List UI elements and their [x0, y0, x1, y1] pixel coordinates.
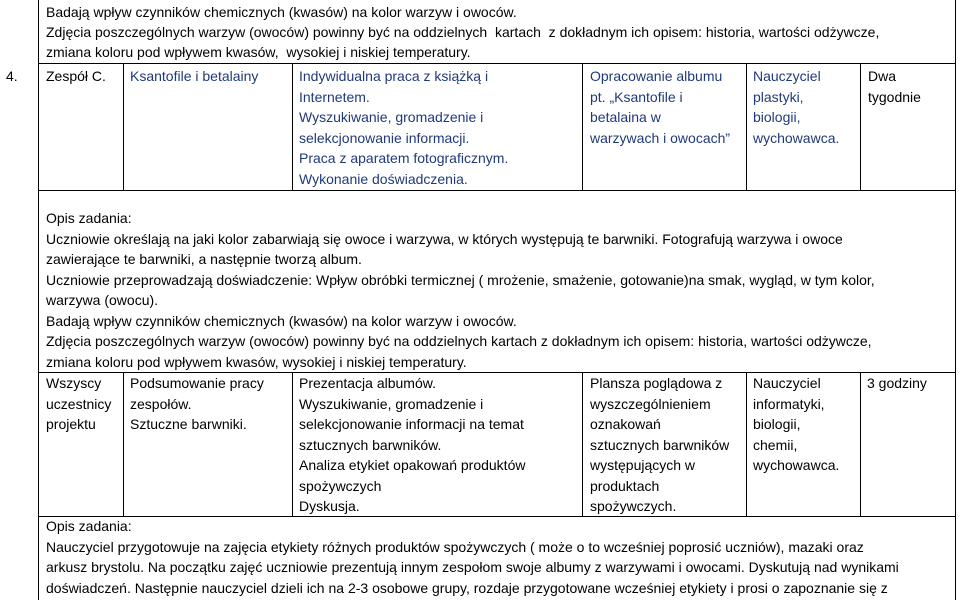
column-divider: [746, 63, 747, 191]
table-border-right: [955, 0, 956, 600]
row-divider: [38, 190, 956, 191]
topic-line: Podsumowanie pracy: [130, 375, 264, 391]
product-line: sztucznych barwników: [590, 436, 730, 453]
teachers-line: biologii,: [753, 109, 801, 125]
product-line: warzywach i owocach”: [590, 129, 731, 146]
methods-line: Wyszukiwanie, gromadzenie i: [299, 109, 484, 125]
task-line: warzywa (owocu).: [46, 292, 159, 308]
column-divider: [123, 372, 124, 517]
top-block-line: zmiana koloru pod wpływem kwasów, wysokiej i niskiej temperatury.: [46, 44, 471, 60]
teachers-cell: [753, 373, 839, 476]
column-divider: [582, 372, 583, 517]
teachers-line: chemii,: [753, 436, 798, 453]
column-divider: [860, 372, 861, 517]
methods-line: spożywczych: [299, 477, 382, 494]
product-line: Plansza poglądowa z: [590, 375, 723, 391]
group-line: Wszyscy: [46, 375, 102, 391]
product-line: pt. „Ksantofile i: [590, 88, 683, 105]
column-divider: [746, 372, 747, 517]
task-heading: Opis zadania:: [46, 518, 132, 534]
methods-line: Internetem.: [299, 88, 370, 105]
group-cell: [46, 373, 111, 435]
methods-line: selekcjonowanie informacji.: [299, 129, 470, 146]
task-description: [46, 516, 899, 598]
methods-line: sztucznych barwników.: [299, 436, 442, 453]
table-border-left: [38, 0, 39, 600]
task-line: Uczniowie określają na jaki kolor zabarwiają się owoce i warzywa, w których występują te barwniki. Fotografują warzywa i owoce: [46, 230, 843, 247]
teachers-line: Nauczyciel: [753, 68, 821, 84]
task-heading: Opis zadania:: [46, 210, 132, 226]
topic-cell: [130, 373, 264, 435]
topic-name: Ksantofile i betalainy: [130, 68, 259, 84]
teachers-line: wychowawca.: [753, 457, 840, 473]
column-divider: [292, 63, 293, 191]
task-line: Uczniowie przeprowadzają doświadczenie: Wpływ obróbki termicznej ( mrożenie, smażenie, gotowanie)na smak, wygląd, w tym kolor,: [46, 271, 875, 288]
product-line: oznakowań: [590, 416, 661, 432]
teachers-line: wychowawca.: [753, 129, 840, 146]
column-divider: [860, 63, 861, 191]
product-cell: [590, 66, 730, 148]
methods-cell: [299, 373, 525, 517]
methods-line: Analiza etykiet opakowań produktów: [299, 457, 526, 473]
product-line: produktach: [590, 477, 660, 494]
methods-line: selekcjonowanie informacji na temat: [299, 416, 524, 432]
column-divider: [123, 63, 124, 191]
row-divider: [38, 63, 956, 64]
task-line: doświadczeń. Następnie nauczyciel dzieli ich na 2-3 osobowe grupy, rozdaje przygotowane wcześniej etykiety i prosi o zapoznanie się z: [46, 579, 888, 596]
product-cell: [590, 373, 729, 517]
task-line: zawierające te barwniki, a następnie tworzą album.: [46, 251, 362, 267]
group-name: Zespół C.: [46, 68, 106, 84]
column-divider: [292, 372, 293, 517]
teachers-line: informatyki,: [753, 395, 825, 412]
task-line: arkusz brystolu. Na początku zajęć uczniowie prezentują innym zespołom swoje albumy z warzywami i owocami. Dyskutują nad wynikami: [46, 559, 899, 575]
top-block-line: Badają wpływ czynników chemicznych (kwasów) na kolor warzyw i owoców.: [46, 4, 517, 20]
task-line: Zdjęcia poszczególnych warzyw (owoców) powinny być na oddzielnych kartach z dokładnym ich opisem: historia, wartości odżywcze,: [46, 333, 872, 349]
top-block-line: Zdjęcia poszczególnych warzyw (owoców) powinny być na oddzielnych kartach z dokładnym ich opisem: historia, wartości odżywcze,: [46, 24, 880, 40]
teachers-cell: [753, 66, 839, 148]
group-line: uczestnicy: [46, 395, 112, 412]
methods-cell: [299, 66, 508, 189]
time-line: tygodnie: [868, 88, 921, 105]
teachers-line: plastyki,: [753, 88, 804, 105]
task-line: Badają wpływ czynników chemicznych (kwasów) na kolor warzyw i owoców.: [46, 312, 517, 329]
task-line: Nauczyciel przygotowuje na zajęcia etykiety różnych produktów spożywczych ( może o to wcześniej poprosić uczniów), mazaki oraz: [46, 538, 864, 555]
product-line: spożywczych.: [590, 498, 677, 514]
product-line: wyszczególnieniem: [590, 395, 711, 412]
methods-line: Indywidualna praca z książką i: [299, 68, 489, 84]
task-description: [46, 208, 875, 372]
product-line: Opracowanie albumu: [590, 68, 723, 84]
time-line: 3 godziny: [867, 375, 927, 391]
row-number: 4.: [6, 68, 18, 84]
product-line: betalaina w: [590, 109, 661, 125]
time-cell: [867, 373, 927, 394]
column-divider: [582, 63, 583, 191]
time-cell: [868, 66, 921, 107]
methods-line: Praca z aparatem fotograficznym.: [299, 150, 509, 166]
time-line: Dwa: [868, 68, 897, 84]
methods-line: Wyszukiwanie, gromadzenie i: [299, 395, 484, 412]
topic-line: Sztuczne barwniki.: [130, 416, 247, 432]
teachers-line: Nauczyciel: [753, 375, 821, 391]
group-line: projektu: [46, 416, 96, 432]
product-line: występujących w: [590, 457, 696, 473]
methods-line: Wykonanie doświadczenia.: [299, 170, 468, 187]
methods-line: Dyskusja.: [299, 498, 360, 514]
methods-line: Prezentacja albumów.: [299, 375, 436, 391]
topic-line: zespołów.: [130, 395, 192, 412]
task-line: zmiana koloru pod wpływem kwasów, wysokiej i niskiej temperatury.: [46, 353, 467, 370]
teachers-line: biologii,: [753, 416, 801, 432]
